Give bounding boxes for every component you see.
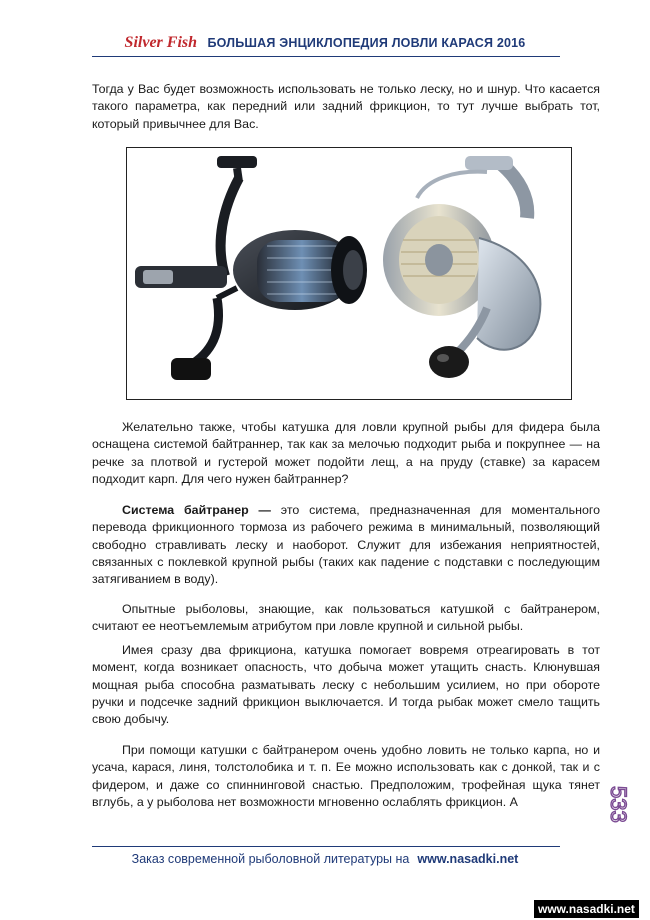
watermark: www.nasadki.net: [534, 900, 639, 918]
reel-silver: [383, 156, 540, 378]
paragraph-baitrunner-definition: [92, 502, 600, 588]
paragraph-baitrunner-intro: Желательно также, чтобы катушка для ловли крупной рыбы для фидера была оснащена системой байтраннер, так как за мелочью подходит рыба и покрупнее — на речке за плотвой и густерой может подойти лещ, а на пруду (ставке) за карасем подходит карп. Для чего нужен байтраннер?: [92, 420, 600, 486]
footer-text: Заказ современной рыболовной литературы на: [131, 852, 410, 866]
paragraph-usage: При помощи катушки с байтранером очень удобно ловить не только карпа, но и усача, карася, линя, толстолобика и т. п. Ее можно использовать как с донкой, так и с фидером, и даже со спиннинговой снастью. Предположим, трофейная щука тянет вглубь, а у рыболова нет возможности мгновенно ослаблять фрикцион. А: [92, 743, 600, 809]
baitrunner-definition-text: это система, предназначенная для моментального перевода фрикционного тормоза из рабочего режима в минимальный, позволяющий свободно стравливать леску и наоборот. Служит для избежания неприятностей, связанных с поклевкой крупной рыбы (таких как падение с подставки с последующим затягиванием в воду).: [92, 503, 600, 587]
paragraph-two-drags: Имея сразу два фрикциона, катушка помогает вовремя отреагировать в тот момент, когда возникает опасность, что добыча может утащить снасть. Клюнувшая мощная рыба способна разматывать леску с небольшим усилием, но при обороте ручки и подсечке задний фрикцион выключается. И тогда рыбак может смело тащить свою добычу.: [92, 643, 600, 727]
silver-fish-logo: Silver Fish: [124, 34, 198, 51]
reels-illustration: [127, 148, 571, 399]
footer-rule: [92, 846, 560, 847]
book-title: БОЛЬШАЯ ЭНЦИКЛОПЕДИЯ ЛОВЛИ КАРАСЯ 2016: [207, 36, 526, 50]
baitrunner-term: Система байтранер —: [122, 503, 271, 517]
page-number: [607, 782, 637, 832]
page-footer: [0, 852, 650, 866]
page-header: [0, 34, 650, 52]
reel-dark: [135, 156, 367, 380]
paragraph-intro: Тогда у Вас будет возможность использовать не только леску, но и шнур. Что касается такого параметра, как передний или задний фрикцион, то тут лучше выбрать тот, который привычнее для Вас.: [92, 82, 600, 131]
footer-link[interactable]: www.nasadki.net: [417, 852, 519, 866]
fishing-reels-photo: [126, 147, 572, 400]
header-rule: [92, 56, 560, 57]
paragraph-experienced-anglers: Опытные рыболовы, знающие, как пользоваться катушкой с байтранером, считают ее неотъемлемым атрибутом при ловле крупной и сильной рыбы.: [92, 602, 600, 634]
page-number-text: 533: [607, 786, 631, 823]
